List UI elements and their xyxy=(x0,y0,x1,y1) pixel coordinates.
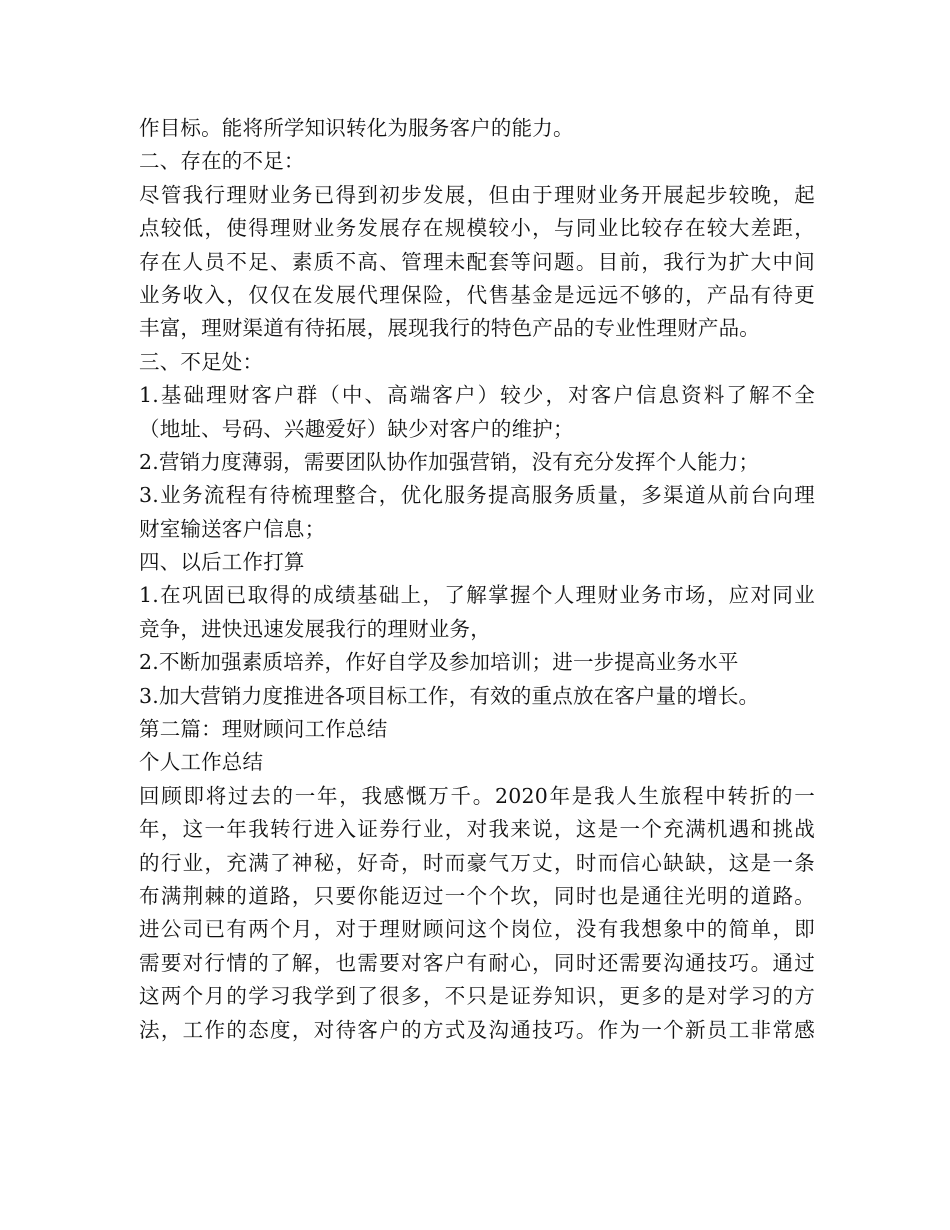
text-line: 1.在巩固已取得的成绩基础上，了解掌握个人理财业务市场，应对同业 xyxy=(139,583,815,608)
text-line: 点较低，使得理财业务发展存在规模较小，与同业比较存在较大差距， xyxy=(139,216,815,241)
text-line: 业务收入，仅仅在发展代理保险，代售基金是远远不够的，产品有待更 xyxy=(139,282,815,307)
text-line: 进公司已有两个月，对于理财顾问这个岗位，没有我想象中的简单，即 xyxy=(139,917,815,942)
text-line: 法，工作的态度，对待客户的方式及沟通技巧。作为一个新员工非常感 xyxy=(139,1017,815,1042)
text-line: 这两个月的学习我学到了很多，不只是证券知识，更多的是对学习的方 xyxy=(139,984,815,1009)
text-line: 尽管我行理财业务已得到初步发展，但由于理财业务开展起步较晚，起 xyxy=(139,182,815,207)
text-line: 二、存在的不足： xyxy=(139,149,305,174)
text-line: 四、以后工作打算 xyxy=(139,550,305,575)
text-line: 作目标。能将所学知识转化为服务客户的能力。 xyxy=(139,116,574,140)
text-line: 个人工作总结 xyxy=(139,750,264,775)
text-line: 3.业务流程有待梳理整合，优化服务提高服务质量，多渠道从前台向理 xyxy=(139,483,815,508)
text-line: （地址、号码、兴趣爱好）缺少对客户的维护； xyxy=(139,416,574,441)
text-line: 布满荆棘的道路，只要你能迈过一个个坎，同时也是通往光明的道路。 xyxy=(139,883,815,908)
text-line: 3.加大营销力度推进各项目标工作，有效的重点放在客户量的增长。 xyxy=(139,683,760,708)
text-line: 丰富，理财渠道有待拓展，展现我行的特色产品的专业性理财产品。 xyxy=(139,316,760,341)
text-line: 2.营销力度薄弱，需要团队协作加强营销，没有充分发挥个人能力； xyxy=(139,449,760,474)
text-line: 三、不足处： xyxy=(139,349,264,374)
text-line: 2.不断加强素质培养，作好自学及参加培训；进一步提高业务水平 xyxy=(139,650,739,675)
document-body xyxy=(139,112,815,1047)
text-line: 的行业，充满了神秘，好奇，时而豪气万丈，时而信心缺缺，这是一条 xyxy=(139,850,815,875)
text-line: 1.基础理财客户群（中、高端客户）较少，对客户信息资料了解不全 xyxy=(139,383,815,408)
text-line: 存在人员不足、素质不高、管理未配套等问题。目前，我行为扩大中间 xyxy=(139,249,815,274)
text-line: 第二篇：理财顾问工作总结 xyxy=(139,717,388,742)
text-line: 回顾即将过去的一年，我感慨万千。2020年是我人生旅程中转折的一 xyxy=(139,783,815,808)
text-line: 竞争，进快迅速发展我行的理财业务， xyxy=(139,616,491,641)
text-line: 财室输送客户信息； xyxy=(139,516,326,541)
text-line: 需要对行情的了解，也需要对客户有耐心，同时还需要沟通技巧。通过 xyxy=(139,950,815,975)
text-line: 年，这一年我转行进入证券行业，对我来说，这是一个充满机遇和挑战 xyxy=(139,817,815,842)
